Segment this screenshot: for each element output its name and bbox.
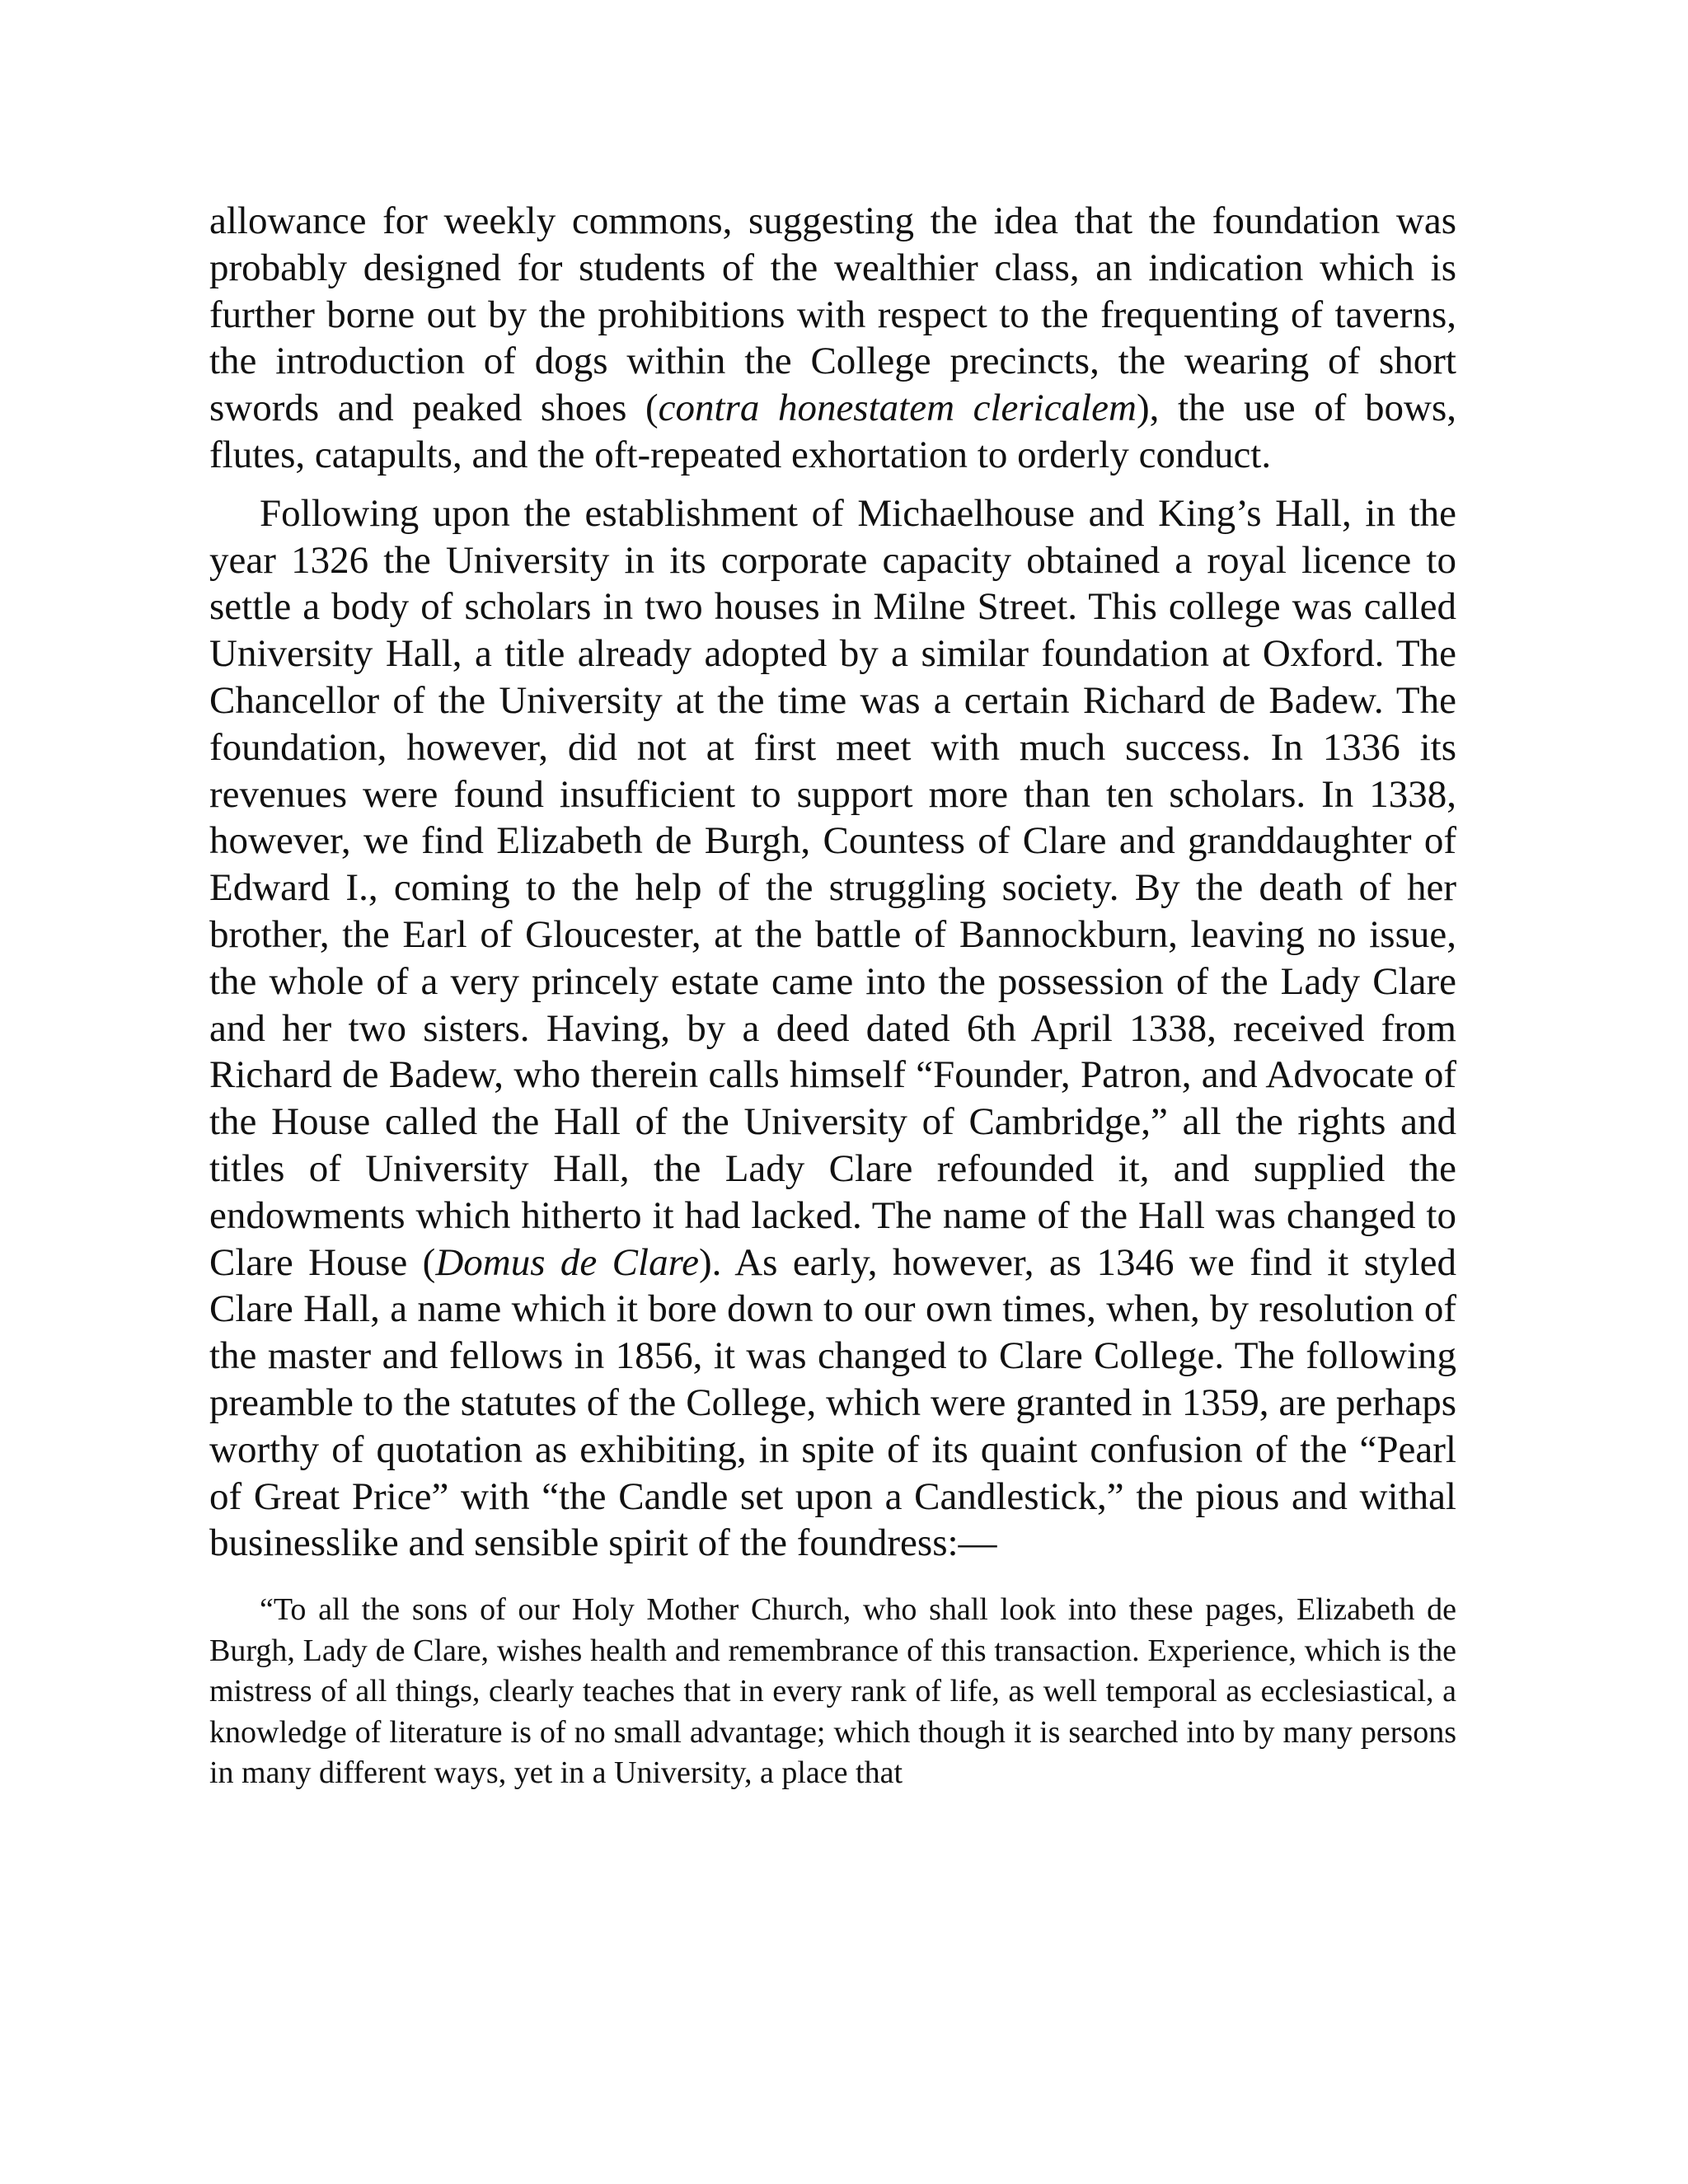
- paragraph-1-text-1: allowance for weekly commons, suggesting the idea that the foundation was probably designed for students of the wealthier class, an indication which is further borne out by the prohibitions with respect to the frequenting of taverns, the introduction of dogs within the College precincts, the wearing of short swords and peaked shoes (: [209, 199, 1456, 430]
- paragraph-continued: [209, 198, 1456, 479]
- paragraph-2-italic-phrase: Domus de Clare: [435, 1240, 699, 1284]
- paragraph-2-text-2: ). As early, however, as 1346 we find it styled Clare Hall, a name which it bore down to our own times, when, by resolution of the master and fellows in 1856, it was changed to Clare College. The following preamble to the statutes of the College, which were granted in 1359, are perhaps worthy of quotation as exhibiting, in spite of its quaint confusion of the “Pearl of Great Price” with “the Candle set upon a Candlestick,” the pious and withal businesslike and sensible spirit of the foundress:—: [209, 1240, 1456, 1565]
- statutes-quotation: “To all the sons of our Holy Mother Church, who shall look into these pages, Elizabeth de Burgh, Lady de Clare, wishes health and remembrance of this transaction. Experience, which is the mistress of all things, clearly teaches that in every rank of life, as well temporal as ecclesiastical, a knowledge of literature is of no small advantage; which though it is searched into by many persons in many different ways, yet in a University, a place that: [209, 1592, 1456, 1791]
- paragraph-clare-college: [209, 490, 1456, 1567]
- paragraph-1-text-2: ), the use of bows, flutes, catapults, and the oft-repeated exhortation to orderly conduct.: [209, 387, 1456, 476]
- page-body: [209, 198, 1456, 1794]
- paragraph-2-text-1: Following upon the establishment of Michaelhouse and King’s Hall, in the year 1326 the University in its corporate capacity obtained a royal licence to settle a body of scholars in two houses in Milne Street. This college was called University Hall, a title already adopted by a similar foundation at Oxford. The Chancellor of the University at the time was a certain Richard de Badew. The foundation, however, did not at first meet with much success. In 1336 its revenues were found insufficient to support more than ten scholars. In 1338, however, we find Elizabeth de Burgh, Countess of Clare and granddaughter of Edward I., coming to the help of the struggling society. By the death of her brother, the Earl of Gloucester, at the battle of Bannockburn, leaving no issue, the whole of a very princely estate came into the possession of the Lady Clare and her two sisters. Having, by a deed dated 6th April 1338, received from Richard de Badew, who therein calls himself “Founder, Patron, and Advocate of the House called the Hall of the University of Cambridge,” all the rights and titles of University Hall, the Lady Clare refounded it, and supplied the endowments which hitherto it had lacked. The name of the Hall was changed to Clare House (: [209, 491, 1456, 1284]
- paragraph-1-italic-phrase: contra honestatem clericalem: [658, 387, 1137, 430]
